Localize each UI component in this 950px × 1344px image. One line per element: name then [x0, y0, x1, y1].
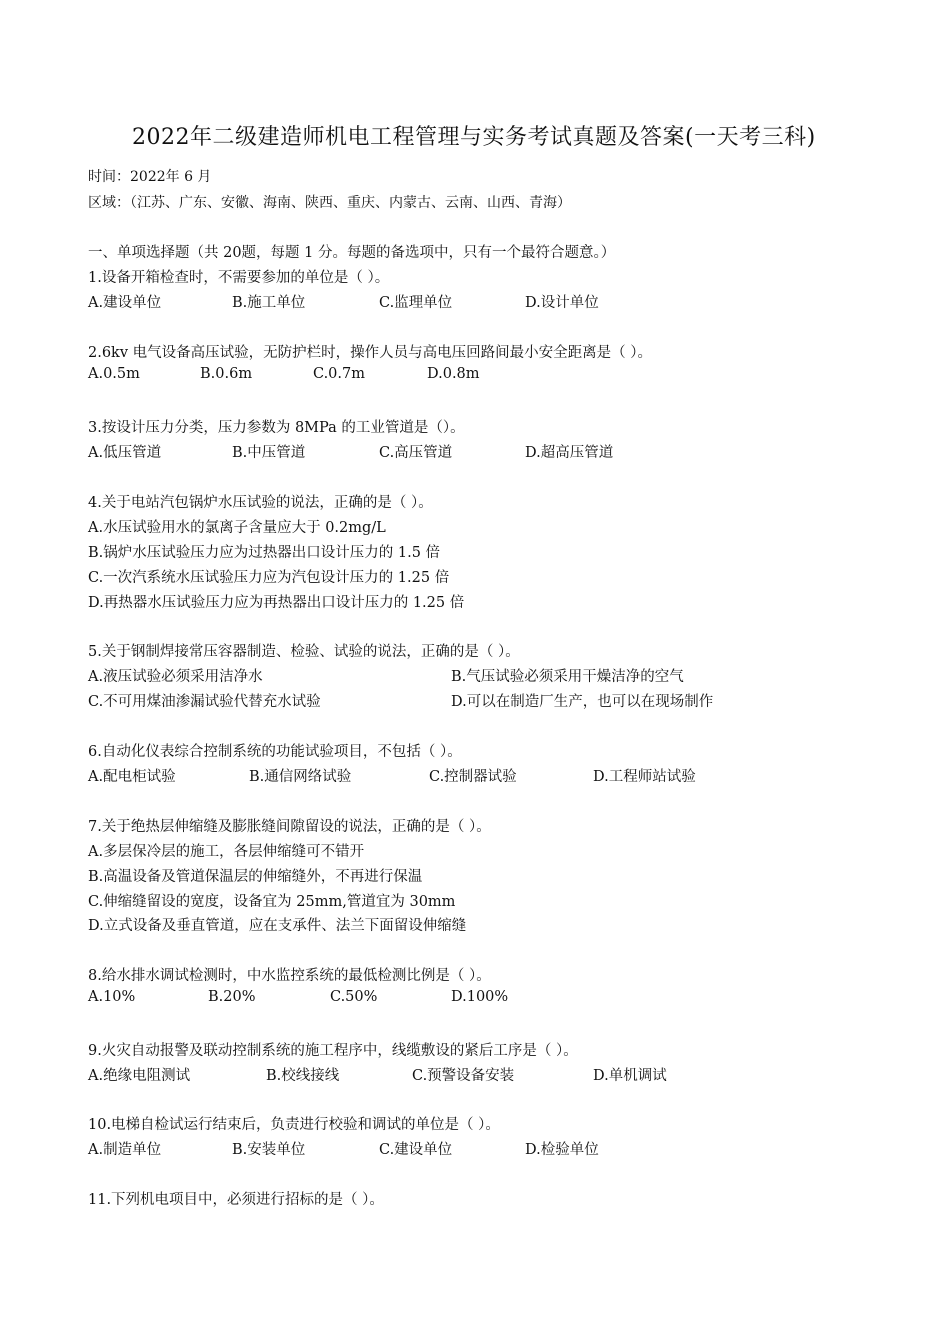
exam-region: 区域：（江苏、广东、安徽、海南、陕西、重庆、内蒙古、云南、山西、青海） [88, 195, 571, 211]
question-stem: 6.自动化仪表综合控制系统的功能试验项目，不包括（ ）。 [88, 744, 462, 760]
question-option: D.超高压管道 [525, 445, 614, 461]
question-option: A.水压试验用水的氯离子含量应大于 0.2mg/L [88, 520, 386, 536]
question-option: A.液压试验必须采用洁净水 [88, 669, 263, 685]
question-option: C.50% [330, 989, 378, 1005]
question-stem: 1.设备开箱检查时，不需要参加的单位是（ ）。 [88, 270, 390, 286]
question-option: C.不可用煤油渗漏试验代替充水试验 [88, 694, 321, 710]
question-option: C.高压管道 [379, 445, 453, 461]
question-option: D.设计单位 [525, 295, 599, 311]
question-option: B.施工单位 [232, 295, 306, 311]
question-option: A.0.5m [88, 366, 140, 382]
question-option: D.工程师站试验 [593, 769, 696, 785]
question-option: A.低压管道 [88, 445, 162, 461]
question-option: D.0.8m [427, 366, 480, 382]
question-option: D.单机调试 [593, 1068, 667, 1084]
question-option: A.多层保冷层的施工，各层伸缩缝可不错开 [88, 844, 365, 860]
question-option: B.安装单位 [232, 1142, 306, 1158]
question-option: D.立式设备及垂直管道，应在支承件、法兰下面留设伸缩缝 [88, 918, 467, 934]
document-title: 2022年二级建造师机电工程管理与实务考试真题及答案(一天考三科) [132, 125, 816, 150]
question-option: D.检验单位 [525, 1142, 599, 1158]
question-option: B.气压试验必须采用干燥洁净的空气 [451, 669, 684, 685]
question-option: B.校线接线 [266, 1068, 340, 1084]
question-stem: 8.给水排水调试检测时，中水监控系统的最低检测比例是（ ）。 [88, 968, 491, 984]
question-option: D.再热器水压试验压力应为再热器出口设计压力的 1.25 倍 [88, 595, 465, 611]
question-stem: 11.下列机电项目中，必须进行招标的是（ ）。 [88, 1192, 384, 1208]
question-stem: 5.关于钢制焊接常压容器制造、检验、试验的说法，正确的是（ ）。 [88, 644, 520, 660]
question-option: C.建设单位 [379, 1142, 453, 1158]
question-option: D.100% [451, 989, 509, 1005]
question-option: C.控制器试验 [429, 769, 517, 785]
question-option: B.通信网络试验 [249, 769, 352, 785]
question-option: A.绝缘电阻测试 [88, 1068, 191, 1084]
question-option: A.制造单位 [88, 1142, 162, 1158]
question-option: C.监理单位 [379, 295, 453, 311]
question-option: C.一次汽系统水压试验压力应为汽包设计压力的 1.25 倍 [88, 570, 450, 586]
question-option: B.锅炉水压试验压力应为过热器出口设计压力的 1.5 倍 [88, 545, 441, 561]
question-option: C.预警设备安装 [412, 1068, 515, 1084]
question-option: B.20% [208, 989, 256, 1005]
exam-time: 时间：2022年 6 月 [88, 169, 212, 185]
question-option: A.配电柜试验 [88, 769, 176, 785]
section-heading: 一、单项选择题（共 20题，每题 1 分。每题的备选项中，只有一个最符合题意。） [88, 245, 616, 261]
question-stem: 4.关于电站汽包锅炉水压试验的说法，正确的是（ ）。 [88, 495, 433, 511]
question-option: C.0.7m [313, 366, 365, 382]
question-stem: 2.6kv 电气设备高压试验，无防护栏时，操作人员与高电压回路间最小安全距离是（ ）。 [88, 345, 653, 361]
question-stem: 10.电梯自检试运行结束后，负责进行校验和调试的单位是（ ）。 [88, 1117, 500, 1133]
question-stem: 7.关于绝热层伸缩缝及膨胀缝间隙留设的说法，正确的是（ ）。 [88, 819, 491, 835]
question-stem: 9.火灾自动报警及联动控制系统的施工程序中，线缆敷设的紧后工序是（ ）。 [88, 1043, 578, 1059]
question-option: A.建设单位 [88, 295, 162, 311]
question-stem: 3.按设计压力分类，压力参数为 8MPa 的工业管道是（）。 [88, 420, 465, 436]
question-option: C.伸缩缝留设的宽度，设备宜为 25mm,管道宜为 30mm [88, 894, 456, 910]
question-option: B.0.6m [200, 366, 253, 382]
question-option: B.中压管道 [232, 445, 306, 461]
question-option: B.高温设备及管道保温层的伸缩缝外，不再进行保温 [88, 869, 423, 885]
question-option: D.可以在制造厂生产，也可以在现场制作 [451, 694, 714, 710]
question-option: A.10% [88, 989, 136, 1005]
